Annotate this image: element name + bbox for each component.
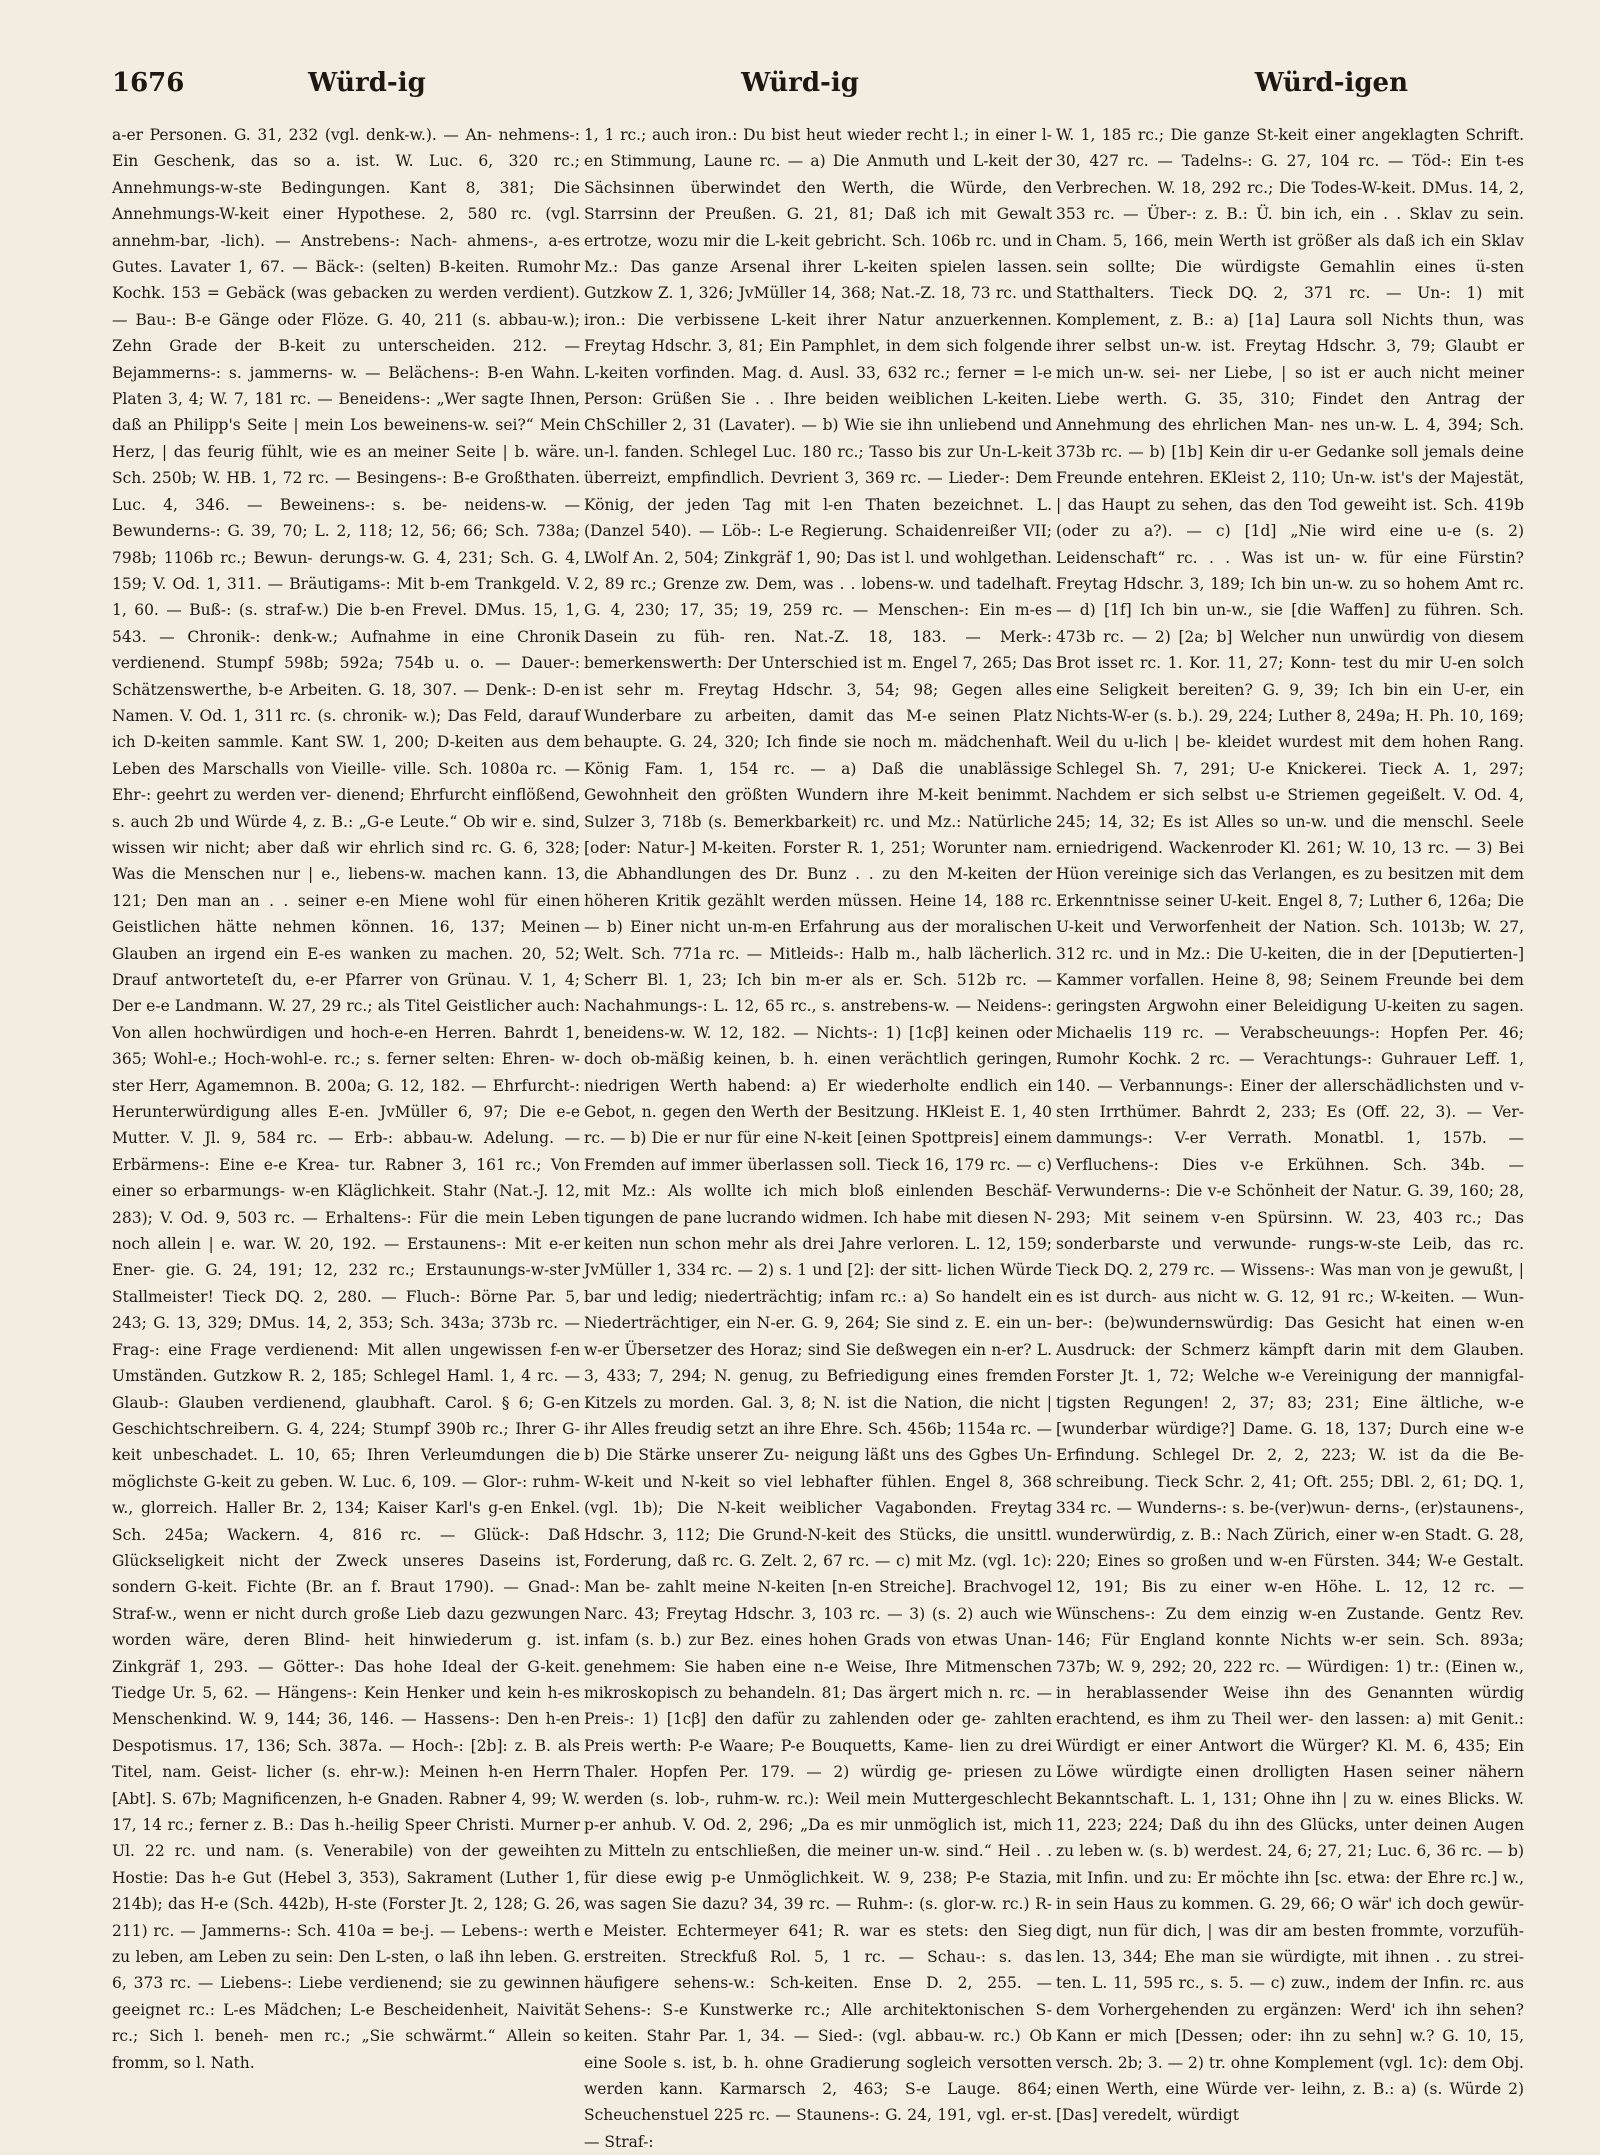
text-column-2 <box>584 122 1052 2151</box>
center-headword: Würd-ig <box>741 68 859 98</box>
column-2-text: 1, 1 rc.; auch iron.: Du bist heut wieder recht l.; in einer l-en Stimmung, Laune rc. — a) Die Anmuth und L-keit der Sächsinnen überwindet den Werth, die Würde, den Starrsinn der Preußen. G. 21, 81; Daß ich mit Gewalt ertrotze, wozu mir die L-keit gebricht. Sch. 106b rc. und in Mz.: Das ganze Arsenal ihrer L-keiten spielen lassen. Gutzkow Z. 1, 326; JvMüller 14, 368; Nat.-Z. 18, 73 rc. und iron.: Die verbissene L-keit ihrer Natur anzuerkennen. Freytag Hdschr. 3, 81; Ein Pamphlet, in dem sich folgende L-keiten vorfinden. Mag. d. Ausl. 33, 632 rc.; ferner = l-e Person: Grüßen Sie . . Ihre beiden weiblichen L-keiten. ChSchiller 2, 31 (Lavater). — b) Wie sie ihn unliebend und un-l. fanden. Schlegel Luc. 180 rc.; Tasso bis zur Un-L-keit überreizt, empfindlich. Devrient 3, 369 rc. — Lieder-: Dem König, der jeden Tag mit l-en Thaten bezeichnet. L. (Danzel 540). — Löb-: L-e Regierung. Schaidenreißer VII; LWolf An. 2, 504; Zinkgräf 1, 90; Das ist l. und wohlgethan. 2, 89 rc.; Grenze zw. Dem, was . . lobens-w. und tadelhaft. G. 4, 230; 17, 35; 19, 259 rc. — Menschen-: Ein m-es Dasein zu füh- ren. Nat.-Z. 18, 183. — Merk-: bemerkenswerth: Der Unterschied ist m. Engel 7, 265; Das ist sehr m. Freytag Hdschr. 3, 54; 98; Gegen alles Wunderbare zu arbeiten, damit das M-e seinen Platz behaupte. G. 24, 320; Ich finde sie noch m. mädchenhaft. König Fam. 1, 154 rc. — a) Daß die unablässige Gewohnheit den größten Wundern ihre M-keit benimmt. Sulzer 3, 718b (s. Bemerkbarkeit) rc. und Mz.: Natürliche [oder: Natur-] M-keiten. Forster R. 1, 251; Worunter nam. die Abhandlungen des Dr. Bunz . . zu den M-keiten der höheren Kritik gezählt werden müssen. Heine 14, 188 rc. — b) Einer nicht un-m-en Erfahrung aus der moralischen Welt. Sch. 771a rc. — Mitleids-: Halb m., halb lächerlich. Scherr Bl. 1, 23; Ich bin m-er als er. Sch. 512b rc. — Nachahmungs-: L. 12, 65 rc., s. anstrebens-w. — Neidens-: beneidens-w. W. 12, 182. — Nichts-: 1) [1cβ] keinen oder doch ob-mäßig keinen, b. h. einen verächtlich geringen, niedrigen Werth habend: a) Er wiederholte endlich ein Gebot, n. gegen den Werth der Besitzung. HKleist E. 1, 40 rc. — b) Die er nur für eine N-keit [einen Spottpreis] einem Fremden auf immer überlassen soll. Tieck 16, 179 rc. — c) mit Mz.: Als wollte ich mich bloß einlenden Beschäf- tigungen de pane lucrando widmen. Ich habe mit diesen N-keiten nun schon mehr als drei Jahre verloren. L. 12, 159; JvMüller 1, 334 rc. — 2) s. 1 und [2]: der sitt- lichen Würde bar und ledig; niederträchtig; infam rc.: a) So handelt ein Niederträchtiger, ein N-er. G. 9, 264; Sie sind z. E. ein un-w-er Übersetzer des Horaz; sind Sie deßwegen ein n-er? L. 3, 433; 7, 294; N. genug, zu Befriedigung eines fremden Kitzels zu morden. Gal. 3, 8; N. ist die Nation, die nicht | ihr Alles freudig setzt an ihre Ehre. Sch. 456b; 1154a rc. — b) Die Stärke unserer Zu- neigung läßt uns des Ggbes Un-W-keit und N-keit so viel lebhafter fühlen. Engel 8, 368 (vgl. 1b); Die N-keit weiblicher Vagabonden. Freytag Hdschr. 3, 112; Die Grund-N-keit des Stücks, die unsittl. Forderung, daß rc. G. Zelt. 2, 67 rc. — c) mit Mz. (vgl. 1c): Man be- zahlt meine N-keiten [n-en Streiche]. Brachvogel Narc. 43; Freytag Hdschr. 3, 103 rc. — 3) (s. 2) auch wie infam (s. b.) zur Bez. eines hohen Grads von etwas Unan- genehmem: Sie haben eine n-e Weise, Ihre Mitmenschen mikroskopisch zu behandeln. 81; Das ärgert mich n. rc. — Preis-: 1) [1cβ] den dafür zu zahlenden oder ge- zahlten Preis werth: P-e Waare; P-e Bouquetts, Kame- lien zu drei Thaler. Hopfen Per. 179. — 2) würdig ge- priesen zu werden (s. lob-, ruhm-w. rc.): Weil mein Muttergeschlecht p-er anhub. V. Od. 2, 296; „Da es mir unmöglich ist, mich zu Mitteln zu entschließen, die meiner un-w. sind.“ Heil . . für diese ewig p-e Unmöglichkeit. W. 9, 238; P-e Stazia, was sagen Sie dazu? 34, 39 rc. — Ruhm-: (s. glor-w. rc.) R-e Meister. Echtermeyer 641; R. war es stets: den Sieg erstreiten. Streckfuß Rol. 5, 1 rc. — Schau-: s. das häufigere sehens-w.: Sch-keiten. Ense D. 2, 255. — Sehens-: S-e Kunstwerke rc.; Alle architektonischen S-keiten. Stahr Par. 1, 34. — Sied-: (vgl. abbau-w. rc.) Ob eine Soole s. ist, b. h. ohne Gradierung sogleich versotten werden kann. Karmarsch 2, 463; S-e Lauge. 864; Scheuchenstuel 225 rc. — Staunens-: G. 24, 191, vgl. er-st. — Straf-: <box>584 126 1052 2151</box>
text-column-3 <box>1056 122 1524 2125</box>
text-column-1 <box>112 122 580 2072</box>
page-header <box>112 60 1488 100</box>
column-3-text: W. 1, 185 rc.; Die ganze St-keit einer angeklagten Schrift. 30, 427 rc. — Tadelns-: G. 27, 104 rc. — Töd-: Ein t-es Verbrechen. W. 18, 292 rc.; Die Todes-W-keit. DMus. 14, 2, 353 rc. — Über-: z. B.: Ü. bin ich, ein . . Sklav zu sein. Cham. 5, 166, mein Werth ist größer als daß ich ein Sklav sein sollte; Die würdigste Gemahlin eines ü-sten Statthalters. Tieck DQ. 2, 371 rc. — Un-: 1) mit Komplement, z. B.: a) [1a] Laura soll Nichts thun, was ihrer selbst un-w. ist. Freytag Hdschr. 3, 79; Glaubt er mich un-w. sei- ner Liebe, | so ist er auch nicht meiner Liebe werth. G. 35, 310; Findet den Antrag der Annehmung des ehrlichen Man- nes un-w. L. 4, 394; Sch. 373b rc. — b) [1b] Kein dir u-er Gedanke soll jemals deine Freunde entehren. EKleist 2, 110; Un-w. ist's der Majestät, | das Haupt zu sehen, das den Tod geweiht ist. Sch. 419b (oder zu a?). — c) [1d] „Nie wird eine u-e (s. 2) Leidenschaft“ rc. . . Was ist un- w. für eine Fürstin? Freytag Hdschr. 3, 189; Ich bin un-w. zu so hohem Amt rc. — d) [1f] Ich bin un-w., sie [die Waffen] zu führen. Sch. 473b rc. — 2) [2a; b] Welcher nun unwürdig von diesem Brot isset rc. 1. Kor. 11, 27; Konn- test du mir U-en solch eine Seligkeit bereiten? G. 9, 39; Ich bin ein U-er, ein Nichts-W-er (s. b.). 29, 224; Luther 8, 249a; H. Ph. 10, 169; Weil du u-lich | be- kleidet wurdest mit dem hohen Rang. Schlegel Sh. 7, 291; U-e Knickerei. Tieck A. 1, 297; Nachdem er sich selbst u-e Striemen gegeißelt. V. Od. 4, 245; 14, 32; Es ist Alles so un-w. und die menschl. Seele erniedrigend. Wackenroder Kl. 261; W. 10, 13 rc. — 3) Bei Hüon vereinige sich das Verlangen, es zu besitzen mit dem Erkenntnisse seiner U-keit. Engel 8, 7; Luther 6, 126a; Die U-keit und Verworfenheit der Nation. Sch. 1013b; W. 27, 312 rc. und in Mz.: Die U-keiten, die in der [Deputierten-] Kammer vorfallen. Heine 8, 98; Seinem Freunde bei dem geringsten Argwohn einer Beleidigung U-keiten zu sagen. Michaelis 119 rc. — Verabscheuungs-: Hopfen Per. 46; Rumohr Kochk. 2 rc. — Verachtungs-: Guhrauer Leff. 1, 140. — Verbannungs-: Einer der allerschädlichsten und v-sten Irrthümer. Bahrdt 2, 233; Es (Off. 22, 3). — Ver- dammungs-: V-er Verrath. Monatbl. 1, 157b. — Verfluchens-: Dies v-e Erkühnen. Sch. 34b. — Verwunderns-: Die v-e Schönheit der Natur. G. 39, 160; 28, 293; Mit seinem v-en Spürsinn. W. 23, 403 rc.; Das sonderbarste und verwunde- rungs-w-ste Leib, das rc. Tieck DQ. 2, 279 rc. — Wissens-: Was man von je gewußt, | es ist durch- aus nicht w. G. 12, 91 rc.; W-keiten. — Wun- ber-: (be)wundernswürdig: Das Gesicht hat einen w-en Ausdruck: der Schmerz kämpft darin mit dem Glauben. Forster Jt. 1, 72; Welche w-e Vereinigung der mannigfal- tigsten Regungen! 2, 37; 83; 231; Eine ältliche, w-e [wunderbar würdige?] Dame. G. 18, 137; Durch eine w-e Erfindung. Schlegel Dr. 2, 2, 223; W. ist da die Be- schreibung. Tieck Schr. 2, 41; Oft. 255; DBl. 2, 61; DQ. 1, 334 rc. — Wunderns-: s. be-(ver)wun- derns-, (er)staunens-, wunderwürdig, z. B.: Nach Zürich, einer w-en Stadt. G. 28, 220; Eines so großen und w-en Fürsten. 344; W-e Gestalt. 12, 191; Bis zu einer w-en Höhe. L. 12, 12 rc. — Wünschens-: Zu dem einzig w-en Zustande. Gentz Rev. 146; Für England konnte Nichts w-er sein. Sch. 893a; 737b; W. 9, 292; 20, 222 rc. — Würdigen: 1) tr.: (Einen w., in herablassender Weise ihn des Genannten würdig erachtend, es ihm zu Theil wer- den lassen: a) mit Genit.: Würdigt er einer Antwort die Würger? Kl. M. 6, 435; Ein Löwe würdigte einen drolligten Hasen seiner nähern Bekanntschaft. L. 1, 131; Ohne ihn | zu w. eines Blicks. W. 11, 223; 224; Daß du ihn des Glücks, unter deinen Augen zu leben w. (s. b) werdest. 24, 6; 27, 21; Luc. 6, 36 rc. — b) mit Infin. und zu: Er möchte ihn [sc. etwa: der Ehre rc.] w., in sein Haus zu kommen. G. 29, 66; O wär' ich doch gewür- digt, nun für dich, | was dir am besten frommte, vorzufüh- len. 13, 344; Ehe man sie würdigte, mit ihnen . . zu strei- ten. L. 11, 595 rc., s. 5. — c) zuw., indem der Infin. rc. aus dem Vorhergehenden zu ergänzen: Werd' ich ihn sehen? Kann er mich [Dessen; oder: ihn zu sehn] w.? G. 10, 15, versch. 2b; 3. — 2) tr. ohne Komplement (vgl. 1c): dem Obj. einen Werth, eine Würde ver- leihn, z. B.: a) (s. Würde 2) [Das] veredelt, würdigt <box>1056 126 1524 2125</box>
left-headword: Würd-ig <box>308 68 426 98</box>
page-number: 1676 <box>112 68 185 98</box>
right-headword: Würd-igen <box>1254 68 1408 98</box>
column-1-text: a-er Personen. G. 31, 232 (vgl. denk-w.). — An- nehmens-: Ein Geschenk, das so a. ist. W. Luc. 6, 320 rc.; Annehmungs-w-ste Bedingungen. Kant 8, 381; Die Annehmungs-W-keit einer Hypothese. 2, 580 rc. (vgl. annehm-bar, -lich). — Anstrebens-: Nach- ahmens-, a-es Gutes. Lavater 1, 67. — Bäck-: (selten) B-keiten. Rumohr Kochk. 153 = Gebäck (was gebacken zu werden verdient). — Bau-: B-e Gänge oder Flöze. G. 40, 211 (s. abbau-w.); Zehn Grade der B-keit zu unterscheiden. 212. — Bejammerns-: s. jammerns- w. — Belächens-: B-en Wahn. Platen 3, 4; W. 7, 181 rc. — Beneidens-: „Wer sagte Ihnen, daß an Philipp's Seite | mein Los beweinens-w. sei?“ Mein Herz, | das feurig fühlt, wie es an meiner Seite | b. wäre. Sch. 250b; W. HB. 1, 72 rc. — Besingens-: B-e Großthaten. Luc. 4, 346. — Beweinens-: s. be- neidens-w. — Bewunderns-: G. 39, 70; L. 2, 118; 12, 56; 66; Sch. 738a; 798b; 1106b rc.; Bewun- derungs-w. G. 4, 231; Sch. G. 4, 159; V. Od. 1, 311. — Bräutigams-: Mit b-em Trankgeld. V. 1, 60. — Buß-: (s. straf-w.) Die b-en Frevel. DMus. 15, 1, 543. — Chronik-: denk-w.; Aufnahme in eine Chronik verdienend. Stumpf 598b; 592a; 754b u. o. — Dauer-: Schätzenswerthe, b-e Arbeiten. G. 18, 307. — Denk-: D-en Namen. V. Od. 1, 311 rc. (s. chronik- w.); Das Feld, darauf ich D-keiten sammle. Kant SW. 1, 200; D-keiten aus dem Leben des Marschalls von Vieille- ville. Sch. 1080a rc. — Ehr-: geehrt zu werden ver- dienend; Ehrfurcht einflößend, s. auch 2b und Würde 4, z. B.: „G-e Leute.“ Ob wir e. sind, wissen wir nicht; aber daß wir ehrlich sind rc. G. 6, 328; Was die Menschen nur | e., liebens-w. machen kann. 13, 121; Den man an . . seiner e-en Miene wohl für einen Geistlichen hätte nehmen können. 16, 137; Meinen Glauben an irgend ein E-es wanken zu machen. 20, 52; Drauf antworteteſt du, e-er Pfarrer von Grünau. V. 1, 4; Der e-e Landmann. W. 27, 29 rc.; als Titel Geistlicher auch: Von allen hochwürdigen und hoch-e-en Herren. Bahrdt 1, 365; Wohl-e.; Hoch-wohl-e. rc.; s. ferner selten: Ehren- w-ster Herr, Agamemnon. B. 200a; G. 12, 182. — Ehrfurcht-: Herunterwürdigung alles E-en. JvMüller 6, 97; Die e-e Mutter. V. Jl. 9, 584 rc. — Erb-: abbau-w. Adelung. — Erbärmens-: Eine e-e Krea- tur. Rabner 3, 161 rc.; Von einer so erbarmungs- w-en Kläglichkeit. Stahr (Nat.-J. 12, 283); V. Od. 9, 503 rc. — Erhaltens-: Für die mein Leben noch allein | e. war. W. 20, 192. — Erstaunens-: Mit e-er Ener- gie. G. 24, 191; 12, 232 rc.; Erstaunungs-w-ster Stallmeister! Tieck DQ. 2, 280. — Fluch-: Börne Par. 5, 243; G. 13, 329; DMus. 14, 2, 353; Sch. 343a; 373b rc. — Frag-: eine Frage verdienend: Mit allen ungewissen f-en Umständen. Gutzkow R. 2, 185; Schlegel Haml. 1, 4 rc. — Glaub-: Glauben verdienend, glaubhaft. Carol. § 6; G-en Geschichtschreibern. G. 4, 224; Stumpf 390b rc.; Ihrer G-keit unbeschadet. L. 10, 65; Ihren Verleumdungen die möglichste G-keit zu geben. W. Luc. 6, 109. — Glor-: ruhm-w., glorreich. Haller Br. 2, 134; Kaiser Karl's g-en Enkel. Sch. 245a; Wackern. 4, 816 rc. — Glück-: Daß Glückseligkeit nicht der Zweck unseres Daseins ist, sondern G-keit. Fichte (Br. an f. Braut 1790). — Gnad-: Straf-w., wenn er nicht durch große Lieb dazu gezwungen worden wäre, deren Blind- heit hinwiederum g. ist. Zinkgräf 1, 293. — Götter-: Das hohe Ideal der G-keit. Tiedge Ur. 5, 62. — Hängens-: Kein Henker und kein h-es Menschenkind. W. 9, 144; 36, 146. — Hassens-: Den h-en Despotismus. 17, 136; Sch. 387a. — Hoch-: [2b]: z. B. als Titel, nam. Geist- licher (s. ehr-w.): Meinen h-en Herrn [Abt]. S. 67b; Magnificenzen, h-e Gnaden. Rabner 4, 99; W. 17, 14 rc.; ferner z. B.: Das h.-heilig Speer Christi. Murner Ul. 22 rc. und nam. (s. Venerabile) von der geweihten Hostie: Das h-e Gut (Hebel 3, 353), Sakrament (Luther 1, 214b); das H-e (Sch. 442b), H-ste (Forster Jt. 2, 128; G. 26, 211) rc. — Jammerns-: Sch. 410a = be-j. — Lebens-: werth zu leben, am Leben zu sein: Den L-sten, o laß ihn leben. G. 6, 373 rc. — Liebens-: Liebe verdienend; sie zu gewinnen geeignet rc.: L-es Mädchen; L-e Bescheidenheit, Naivität rc.; Sich l. beneh- men rc.; „Sie schwärmt.“ Allein so fromm, so l. Nath. <box>112 126 580 2072</box>
